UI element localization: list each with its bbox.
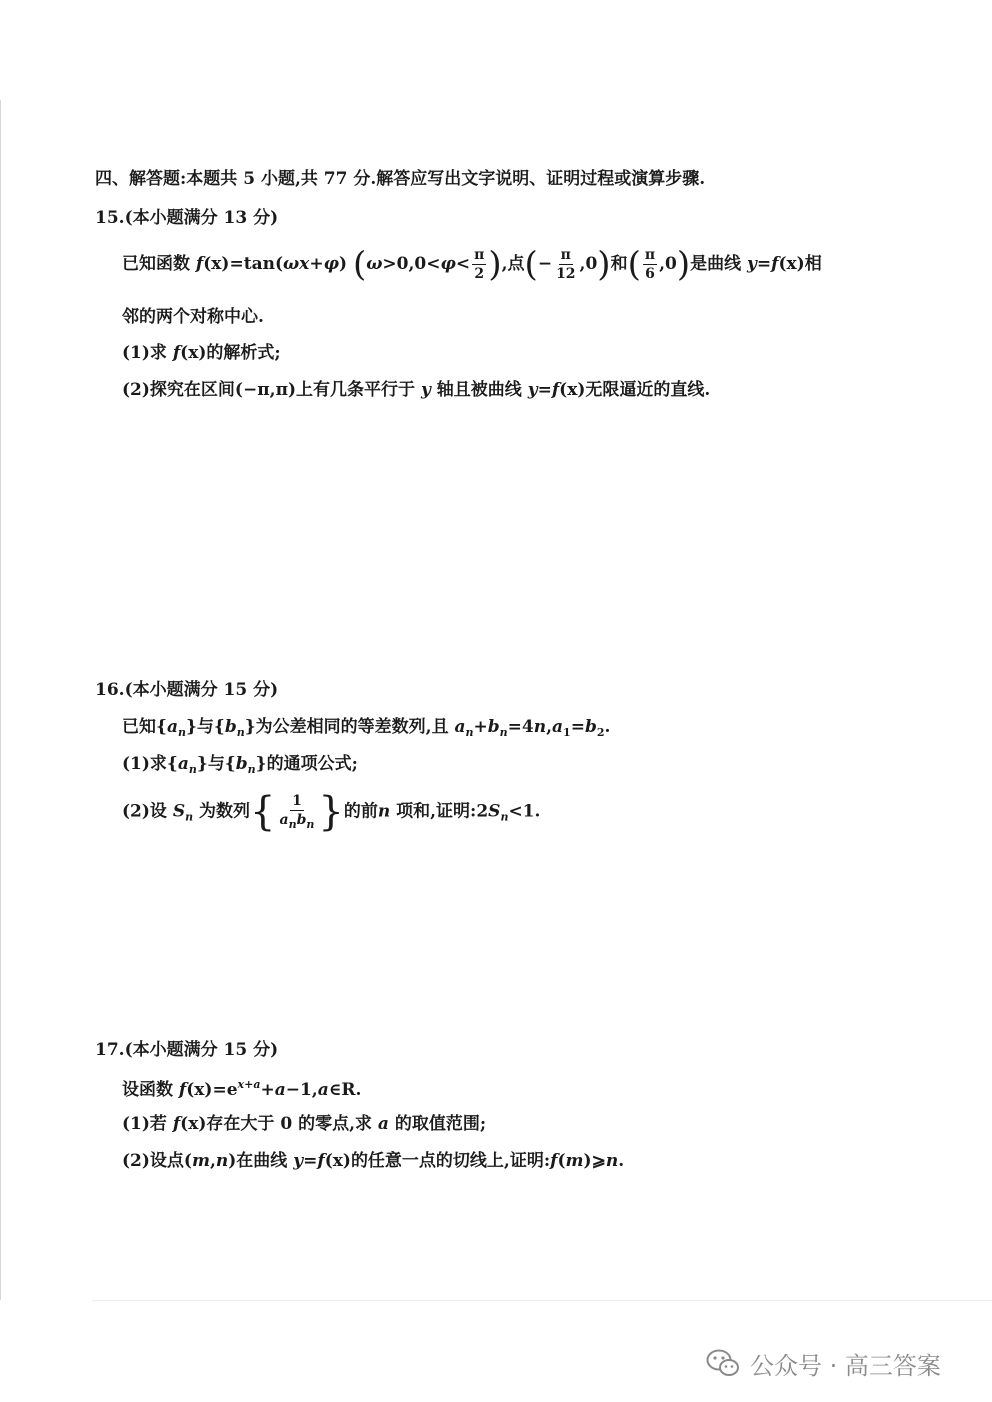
page-edge <box>0 100 1 1300</box>
right-paren: ) <box>597 244 611 285</box>
q15-header: 15.(本小题满分 13 分) <box>95 208 279 228</box>
q17-stem: 设函数 $f(x)=e^{x+a}+a-1,a\in R$. <box>122 1078 362 1100</box>
footer-divider <box>92 1300 992 1301</box>
q16-header: 16.(本小题满分 15 分) <box>95 680 279 700</box>
q15-part2: (2)探究在区间(−π,π)上有几条平行于 y 轴且被曲线 y=f(x)无限逼近的直线. <box>122 380 711 400</box>
q15-stem-line1: 已知函数 f(x)=tan(ωx+φ) (ω>0,0<φ< $\frac{\pi}{2}$ ),点(− $\frac{\pi}{12}$ ,0)和( $\frac{\pi}{6}$ ,0)是曲线 y=f(x)相 <box>122 244 822 285</box>
q17-part2: (2)设点(m,n)在曲线 y=f(x)的任意一点的切线上,证明:f(m)⩾n. <box>122 1151 625 1171</box>
left-brace: { <box>250 789 276 835</box>
fraction-one-over-anbn: $\frac{1}{a_nb_n}$ <box>279 792 315 831</box>
watermark-text: 公众号 · 高三答案 <box>750 1351 941 1380</box>
right-paren: ) <box>488 244 502 285</box>
q16-stem: 已知$\{a_n\}$与$\{b_n\}$为公差相同的等差数列,且 $a_n+b_n=4n,a_1=b_2$. <box>122 717 611 739</box>
q16-part1: (1)求$\{a_n\}$与$\{b_n\}$的通项公式; <box>122 754 358 776</box>
q17-header: 17.(本小题满分 15 分) <box>95 1040 279 1060</box>
q16-part2: (2)设 $S_n$ 为数列{ $\frac{1}{a_nb_n}$ }的前n 项和,证明$:2S_n<1$. <box>122 789 541 835</box>
fraction-pi-over-12: $\frac{\pi}{12}$ <box>556 247 576 283</box>
fraction-pi-over-2: $\frac{\pi}{2}$ <box>474 247 485 283</box>
exponent: x+a <box>237 1078 261 1091</box>
q17-part1: (1)若 f(x)存在大于 0 的零点,求 a 的取值范围; <box>122 1114 487 1134</box>
q15-part1: (1)求 f(x)的解析式; <box>122 343 281 363</box>
wechat-icon <box>706 1348 740 1378</box>
left-paren: ( <box>627 244 641 285</box>
q15-stem-line2: 邻的两个对称中心. <box>122 307 264 327</box>
right-paren: ) <box>676 244 691 285</box>
right-brace: } <box>318 789 344 835</box>
fraction-pi-over-6: $\frac{\pi}{6}$ <box>644 247 656 283</box>
section-heading: 四、解答题:本题共 5 小题,共 77 分.解答应写出文字说明、证明过程或演算步骤. <box>95 169 706 189</box>
left-paren: ( <box>352 244 367 285</box>
watermark <box>706 1343 941 1383</box>
left-paren: ( <box>524 244 538 285</box>
